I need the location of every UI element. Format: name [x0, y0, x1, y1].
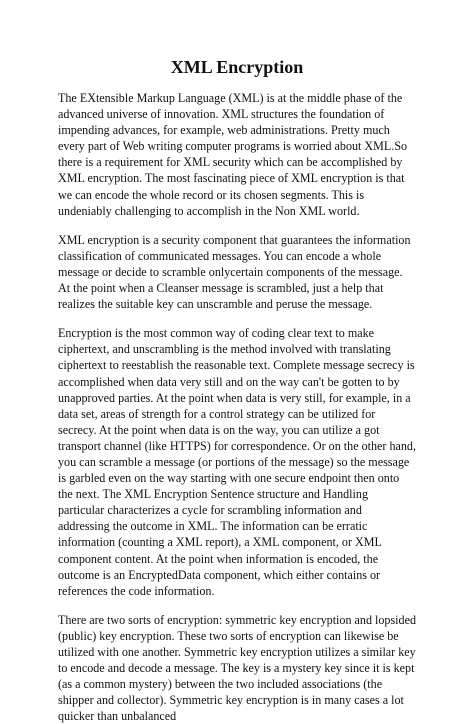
paragraph-3: Encryption is the most common way of coding clear text to make ciphertext, and unscrambling is the method involved with translating ciphertext to reestablish the reasonable text. Complete message secrecy is accomplished when data very still and on the way can't be gotten to by unapproved parties. At the point when data is very still, for example, in a data set, areas of strength for a control strategy can be utilized for secrecy. At the point when data is on the way, you can utilize a got transport channel (like HTTPS) for correspondence. Or on the other hand, you can scramble a message (or portions of the message) so the message is garbled even on the way starting with one secure endpoint then onto the next. The XML Encryption Sentence structure and Handling particular characterizes a cycle for scrambling information and addressing the outcome in XML. The information can be erratic information (counting a XML report), a XML component, or XML component content. At the point when information is encoded, the outcome is an EncryptedData component, which either contains or references the code information. — [58, 326, 416, 598]
document-title: XML Encryption — [170, 57, 304, 77]
paragraph-2: XML encryption is a security component that guarantees the information classification of communicated messages. You can encode a whole message or decide to scramble onlycertain components of the message. At the point when a Cleanser message is scrambled, just a help that realizes the suitable key can unscramble and peruse the message. — [58, 232, 411, 312]
paragraph-1: The EXtensible Markup Language (XML) is at the middle phase of the advanced universe of innovation. XML structures the foundation of impending advances, for example, web administrations. Pretty much every part of Web writing computer programs is worried about XML.So there is a requirement for XML security which can be accomplished by XML encryption. The most fascinating piece of XML encryption is that we can encode the whole record or its chosen segments. This is undeniably challenging to accomplish in the Non XML world. — [58, 91, 408, 218]
paragraph-4: There are two sorts of encryption: symmetric key encryption and lopsided (public) key encryption. These two sorts of encryption can likewise be utilized with one another. Symmetric key encryption utilizes a similar key to encode and decode a message. The key is a mystery key since it is kept (as a common mystery) between the two included associations (the shipper and collector). Symmetric key encryption is in many cases a lot quicker than unbalanced — [58, 612, 417, 724]
